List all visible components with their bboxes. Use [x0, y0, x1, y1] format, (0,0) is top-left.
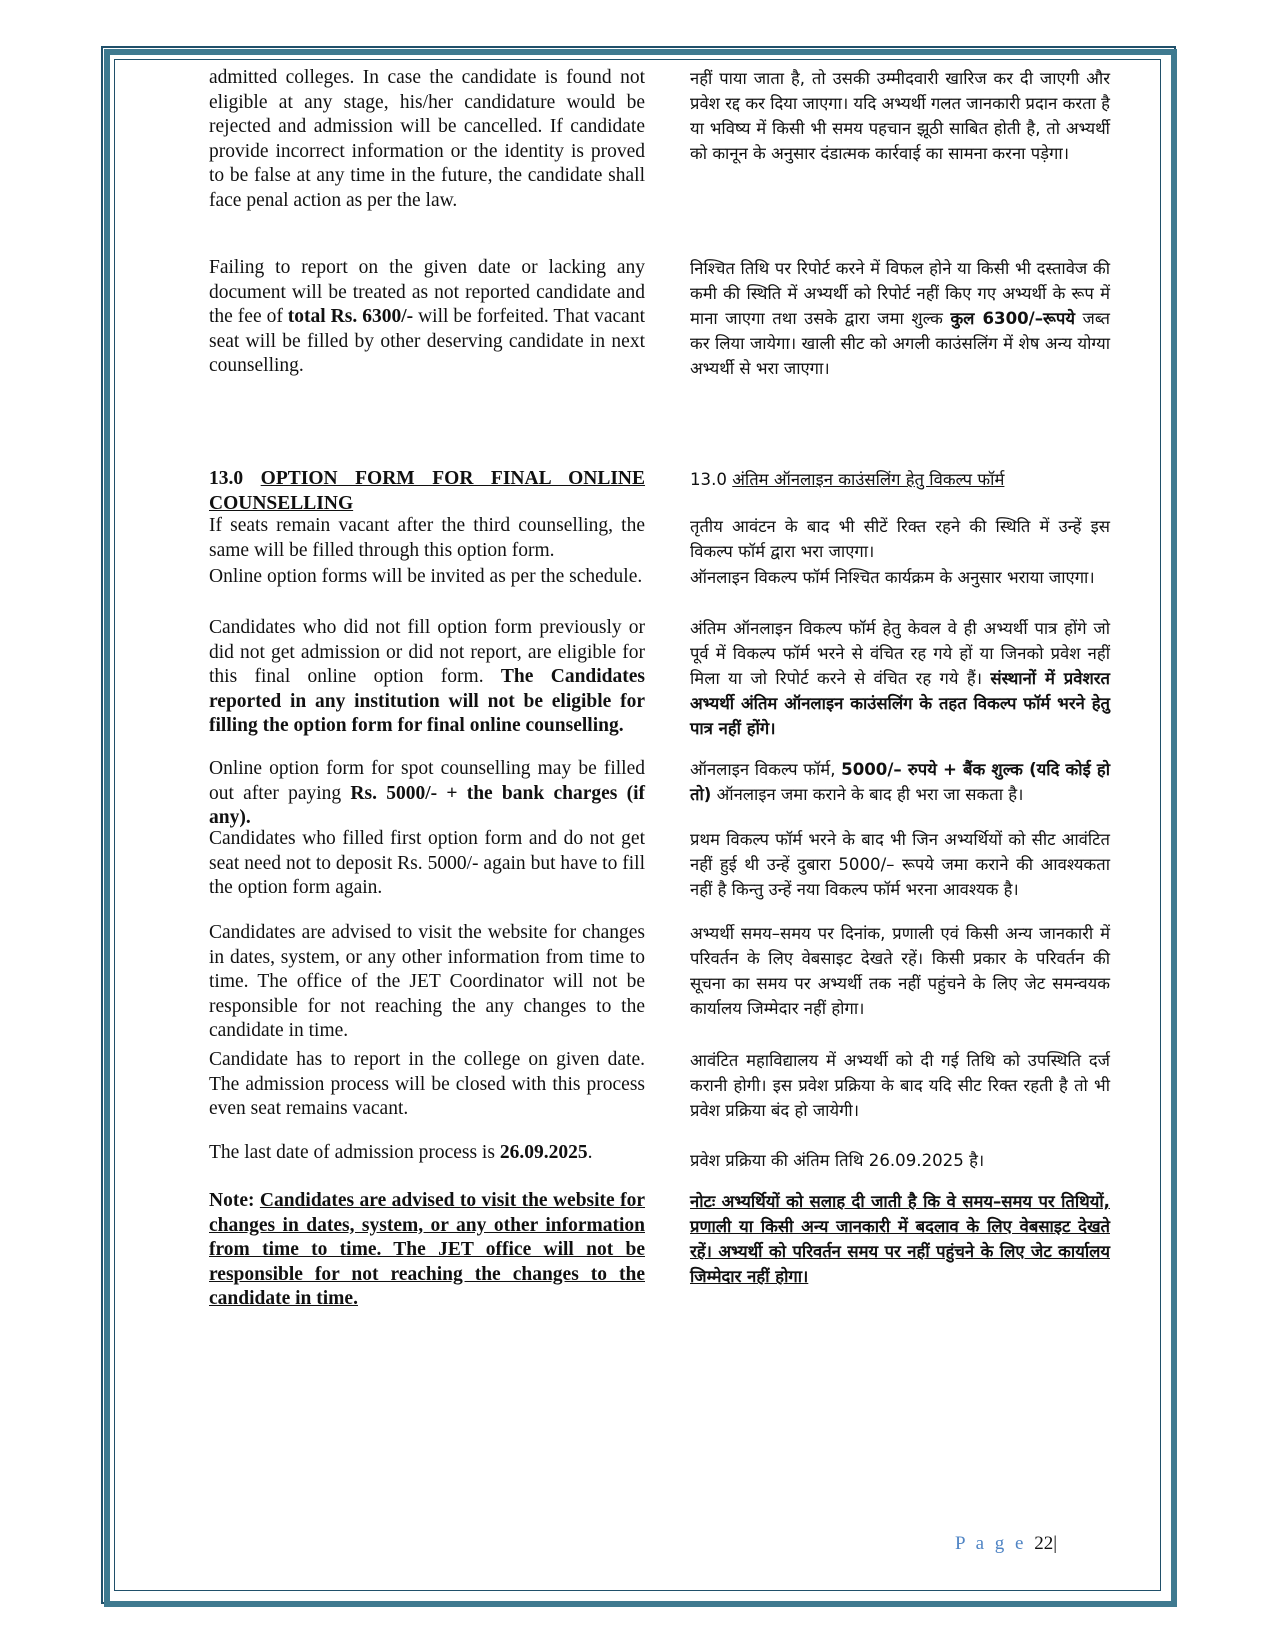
hi-para-seats-vacant: तृतीय आवंटन के बाद भी सीटें रिक्त रहने की स्थिति में उन्हें इस विकल्प फॉर्म द्वारा भरा जाएगा।	[690, 517, 1110, 561]
en-para-seats-vacant: If seats remain vacant after the third counselling, the same will be filled through this option form.	[209, 515, 645, 561]
hi-para-report-college: आवंटित महाविद्यालय में अभ्यर्थी को दी गई तिथि को उपस्थिति दर्ज करानी होगी। इस प्रवेश प्रक्रिया के बाद यदि सीट रिक्त रहती है तो भी प्रवेश प्रक्रिया बंद हो जायेगी।	[690, 1051, 1110, 1120]
hi-heading-option-form: 13.0 अंतिम ऑनलाइन काउंसलिंग हेतु विकल्प फॉर्म	[690, 470, 1005, 489]
en-para-online-forms: Online option forms will be invited as per the schedule.	[209, 566, 643, 587]
en-heading-option-form: 13.0 OPTION FORM FOR FINAL ONLINE COUNSELLING	[209, 468, 646, 514]
hi-para-eligibility: अंतिम ऑनलाइन विकल्प फॉर्म हेतु केवल वे ही अभ्यर्थी पात्र होंगे जो पूर्व में विकल्प फॉर्म भरने से वंचित रह गये हों या जिनको प्रवेश नहीं मिला या जो रिपोर्ट करने से वंचित रह गये हैं। संस्थानों में प्रवेशरत अभ्यर्थी अंतिम ऑनलाइन काउंसलिंग के तहत विकल्प फॉर्म भरने हेतु पात्र नहीं होंगे।	[690, 619, 1110, 738]
en-para-eligibility: Candidates who did not fill option form previously or did not get admission or did not report, are eligible for this final online option form. The Candidates reported in any institution will not be eligible for filling the option form for final online counselling.	[209, 617, 646, 736]
hi-para-online-forms: ऑनलाइन विकल्प फॉर्म निश्चित कार्यक्रम के अनुसार भराया जाएगा।	[690, 568, 1095, 587]
en-note: Note: Candidates are advised to visit the website for changes in dates, system, or any other information from time to time. The JET office will not be responsible for not reaching the changes to the candidate in time.	[209, 1190, 645, 1309]
en-para-report-college: Candidate has to report in the college on given date. The admission process will be closed with this process even seat remains vacant.	[209, 1049, 645, 1119]
hi-note: नोटः अभ्यर्थियों को सलाह दी जाती है कि वे समय–समय पर तिथियों, प्रणाली या किसी अन्य जानकारी में बदलाव के लिए वेबसाइट देखते रहें। अभ्यर्थी को परिवर्तन समय पर नहीं पहुंचने के लिए जेट कार्यालय जिम्मेदार नहीं होगा।	[690, 1192, 1110, 1286]
en-para-first-option: Candidates who filled first option form and do not get seat need not to deposit Rs. 5000/- again but have to fill the option form again.	[209, 828, 645, 898]
en-para-failing-report: Failing to report on the given date or lacking any document will be treated as not reported candidate and the fee of total Rs. 6300/- will be forfeited. That vacant seat will be filled by other deserving candidate in next counselling.	[209, 257, 645, 376]
en-para-spot-fee: Online option form for spot counselling may be filled out after paying Rs. 5000/- + the bank charges (if any).	[209, 758, 645, 828]
hi-para-first-option: प्रथम विकल्प फॉर्म भरने के बाद भी जिन अभ्यर्थियों को सीट आवंटित नहीं हुई थी उन्हें दुबारा 5000/– रूपये जमा कराने की आवश्यकता नहीं है किन्तु उन्हें नया विकल्प फॉर्म भरना आवश्यक है।	[690, 830, 1110, 899]
page-number: P a g e 22|	[955, 1533, 1058, 1554]
hi-para-last-date: प्रवेश प्रक्रिया की अंतिम तिथि 26.09.2025 है।	[690, 1151, 985, 1170]
hi-para-ineligibility: नहीं पाया जाता है, तो उसकी उम्मीदवारी खारिज कर दी जाएगी और प्रवेश रद्द कर दिया जाएगा। यदि अभ्यर्थी गलत जानकारी प्रदान करता है या भविष्य में किसी भी समय पहचान झूठी साबित होती है, तो अभ्यर्थी को कानून के अनुसार दंडात्मक कार्रवाई का सामना करना पड़ेगा।	[690, 69, 1110, 163]
hi-para-failing-report: निश्चित तिथि पर रिपोर्ट करने में विफल होने या किसी भी दस्तावेज की कमी की स्थिति में अभ्यर्थी को रिपोर्ट नहीं किए गए अभ्यर्थी के रूप में माना जाएगा तथा उसके द्वारा जमा शुल्क कुल 6300/–रूपये जब्त कर लिया जायेगा। खाली सीट को अगली काउंसलिंग में शेष अन्य योग्या अभ्यर्थी से भरा जाएगा।	[690, 259, 1110, 378]
en-para-last-date: The last date of admission process is 26.09.2025.	[209, 1142, 593, 1163]
hi-para-website-advice: अभ्यर्थी समय–समय पर दिनांक, प्रणाली एवं किसी अन्य जानकारी में परिवर्तन के लिए वेबसाइट देखते रहें। किसी प्रकार के परिवर्तन की सूचना का समय पर अभ्यर्थी तक नहीं पहुंचने के लिए जेट समन्वयक कार्यालय जिम्मेदार नहीं होगा।	[690, 924, 1110, 1018]
en-para-website-advice: Candidates are advised to visit the website for changes in dates, system, or any other information from time to time. The office of the JET Coordinator will not be responsible for not reaching the any changes to the candidate in time.	[209, 922, 645, 1041]
en-para-ineligibility: admitted colleges. In case the candidate is found not eligible at any stage, his/her candidature would be rejected and admission will be cancelled. If candidate provide incorrect information or the identity is proved to be false at any time in the future, the candidate shall face penal action as per the law.	[209, 67, 645, 211]
hi-para-spot-fee: ऑनलाइन विकल्प फॉर्म, 5000/– रुपये + बैंक शुल्क (यदि कोई हो तो) ऑनलाइन जमा कराने के बाद ही भरा जा सकता है।	[690, 760, 1111, 804]
